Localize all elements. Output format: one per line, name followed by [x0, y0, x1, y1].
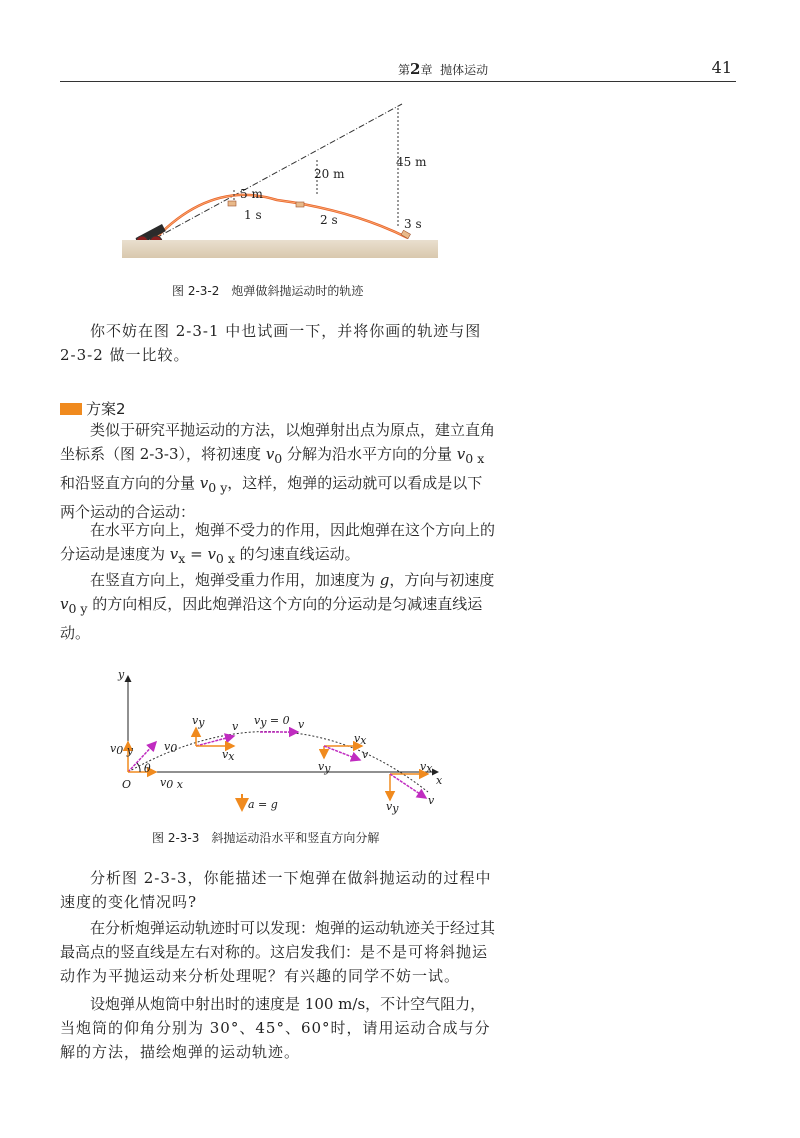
theta-arc [137, 763, 140, 772]
chapter-title: 抛体运动 [440, 63, 489, 77]
label-1s: 1 s [244, 208, 262, 222]
label-v-4: v [362, 748, 369, 761]
para-analyze: 分析图 2-3-3，你能描述一下炮弹在做斜抛运动的过程中速度的变化情况吗? [60, 869, 492, 911]
label-20m: 20 m [314, 167, 345, 181]
label-origin: O [122, 778, 132, 791]
chapter-label: 第2章 抛体运动 [398, 60, 489, 78]
shell-1s [228, 201, 236, 206]
para-method: 类似于研究平抛运动的方法，以炮弹射出点为原点，建立直角坐标系（图 2-3-3），将初速度 $v_0$ 分解为沿水平方向的分量 $v_{0 x}$ 和沿竖直方向的分量 $v_{0 y}$，这样，炮弹的运动就可以看成是以下两个运动的合运动： [60, 421, 496, 521]
label-v-top: v [298, 718, 305, 731]
shell-2s [296, 202, 304, 207]
para-vertical: 在竖直方向上，炮弹受重力作用，加速度为 g，方向与初速度 $v_{0 y}$ 的方向相反，因此炮弹沿这个方向的分运动是匀减速直线运动。 [60, 571, 495, 642]
label-45m: 45 m [396, 155, 427, 169]
label-vy-4: vy [318, 760, 331, 775]
label-y-axis: y [118, 668, 125, 681]
v-arrow-4 [324, 746, 360, 760]
para-exercise: 设炮弹从炮筒中射出时的速度是 100 m/s，不计空气阻力，当炮筒的仰角分别为 30°、45°、60°时，请用运动合成与分解的方法，描绘炮弹的运动轨迹。 [60, 995, 491, 1061]
label-accel: a = g [248, 798, 278, 811]
trajectory-figure [122, 100, 438, 260]
page-header [60, 58, 736, 82]
para-symmetry: 在分析炮弹运动轨迹时可以发现：炮弹的运动轨迹关于经过其最高点的竖直线是左右对称的。这启发我们：是不是可将斜抛运动作为平抛运动来分析处理呢？有兴趣的同学不妨一试。 [60, 919, 496, 985]
label-vy-2: vy [192, 714, 205, 729]
label-v-2: v [232, 720, 239, 733]
label-vy-zero: vy = 0 [254, 714, 290, 729]
trajectory-curve [156, 195, 408, 238]
label-5m: 5 m [240, 187, 263, 201]
trajectory-svg [122, 100, 438, 260]
label-v0x: v0 x [160, 776, 183, 791]
label-theta: θ [144, 762, 151, 775]
label-vx-4: vx [354, 732, 367, 747]
page-number: 41 [711, 58, 732, 77]
section-accent-bar [60, 403, 82, 415]
shell-3s [401, 230, 410, 238]
label-v0y: v0 y [110, 742, 133, 757]
section-heading: 方案2 [60, 398, 126, 419]
label-3s: 3 s [404, 217, 422, 231]
decomposition-svg [108, 662, 460, 824]
label-v0: v0 [164, 740, 178, 755]
straight-line-path [156, 104, 402, 238]
label-vx-2: vx [222, 748, 235, 763]
para-horizontal: 在水平方向上，炮弹不受力的作用，因此炮弹在这个方向上的分运动是速度为 $v_x = v_{0 x}$ 的匀速直线运动。 [60, 521, 496, 566]
decomposition-figure [108, 662, 460, 824]
label-2s: 2 s [320, 213, 338, 227]
header-rule [60, 81, 736, 82]
label-vy-5: vy [386, 800, 399, 815]
para-try: 你不妨在图 2-3-1 中也试画一下，并将你画的轨迹与图 2-3-2 做一比较。 [60, 322, 482, 364]
label-v-5: v [428, 794, 435, 807]
figure1-caption: 图 2-3-2 炮弹做斜抛运动时的轨迹 [172, 284, 364, 298]
label-vx-5: vx [420, 760, 433, 775]
ground [122, 240, 438, 258]
figure2-caption: 图 2-3-3 斜抛运动沿水平和竖直方向分解 [152, 831, 380, 845]
label-x-axis: x [436, 774, 443, 787]
